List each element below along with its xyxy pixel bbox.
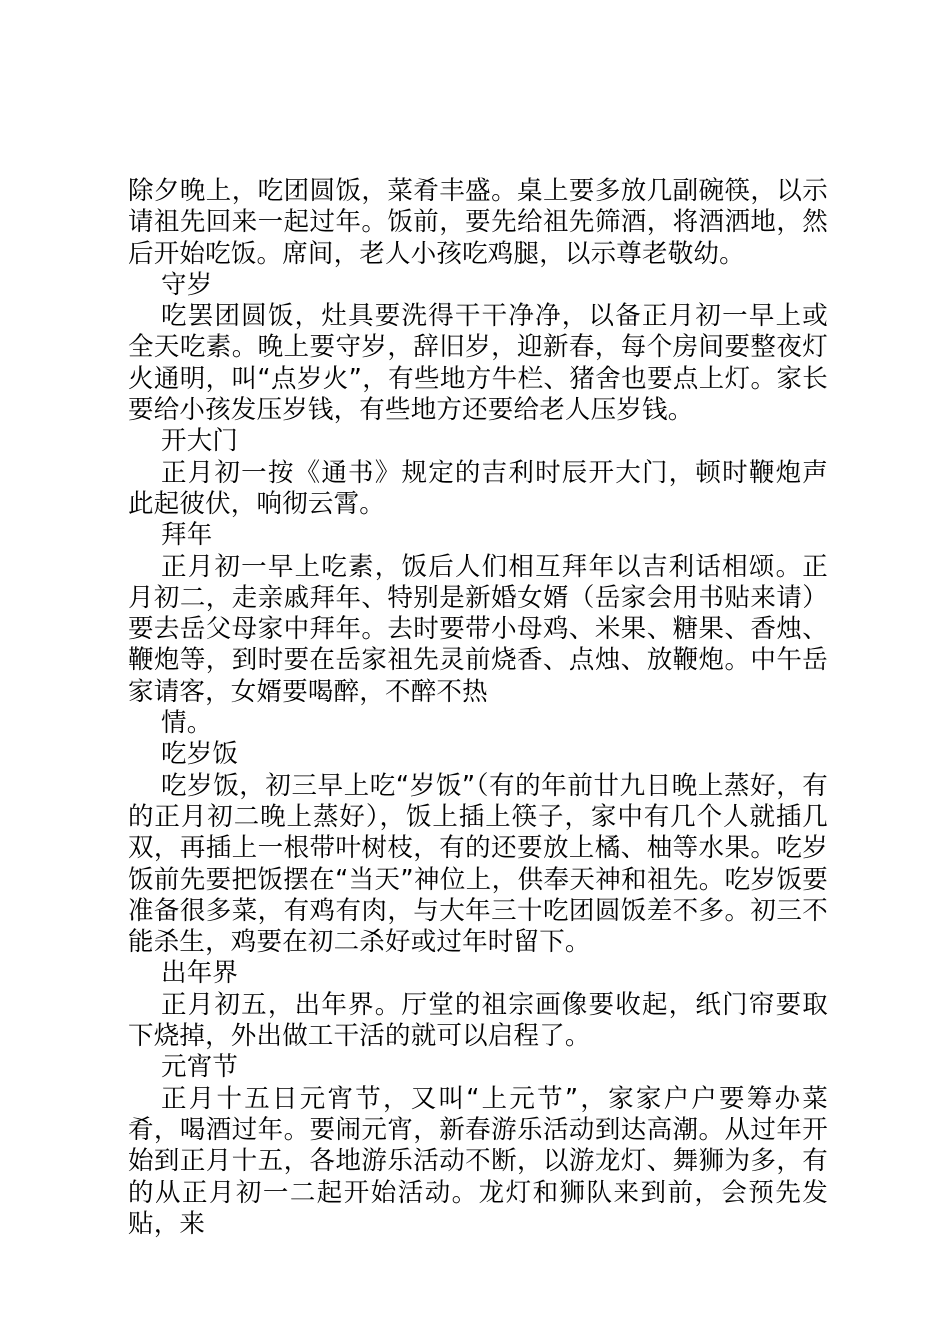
paragraph-nian-jie: 正月初五，出年界。厅堂的祖宗画像要收起，纸门帘要取下烧掉，外出做工干活的就可以启程了。 bbox=[128, 989, 828, 1052]
heading-sui-fan: 吃岁饭 bbox=[161, 739, 239, 770]
heading-lantern-festival: 元宵节 bbox=[161, 1052, 239, 1083]
paragraph-shou-sui: 吃罢团圆饭，灶具要洗得干干净净，以备正月初一早上或全天吃素。晚上要守岁，辞旧岁，迎新春，每个房间要整夜灯火通明，叫“点岁火”，有些地方牛栏、猪舍也要点上灯。家长要给小孩发压岁钱，有些地方还要给老人压岁钱。 bbox=[128, 301, 828, 426]
paragraph-bai-nian-tail: 情。 bbox=[161, 708, 213, 739]
paragraph-open-door: 正月初一按《通书》规定的吉利时辰开大门，顿时鞭炮声此起彼伏，响彻云霄。 bbox=[128, 457, 828, 519]
document-body bbox=[128, 176, 828, 1240]
paragraph-bai-nian: 正月初一早上吃素，饭后人们相互拜年以吉利话相颂。正月初二，走亲戚拜年、特别是新婚女婿（岳家会用书贴来请）要去岳父母家中拜年。去时要带小母鸡、米果、糖果、香烛、鞭炮等，到时要在岳家祖先灵前烧香、点烛、放鞭炮。中午岳家请客，女婿要喝醉，不醉不热 bbox=[128, 551, 828, 707]
heading-bai-nian: 拜年 bbox=[161, 520, 213, 551]
heading-nian-jie: 出年界 bbox=[161, 958, 239, 989]
heading-open-door: 开大门 bbox=[161, 426, 239, 457]
paragraph-new-year-eve-dinner: 除夕晚上，吃团圆饭，菜肴丰盛。桌上要多放几副碗筷，以示请祖先回来一起过年。饭前，要先给祖先筛酒，将酒洒地，然后开始吃饭。席间，老人小孩吃鸡腿，以示尊老敬幼。 bbox=[128, 176, 828, 269]
heading-shou-sui: 守岁 bbox=[161, 269, 213, 300]
paragraph-sui-fan: 吃岁饭，初三早上吃“岁饭”（有的年前廿九日晚上蒸好，有的正月初二晚上蒸好），饭上插上筷子，家中有几个人就插几双，再插上一根带叶树枝，有的还要放上橘、柚等水果。吃岁饭前先要把饭摆在“当天”神位上，供奉天神和祖先。吃岁饭要准备很多菜，有鸡有肉，与大年三十吃团圆饭差不多。初三不能杀生，鸡要在初二杀好或过年时留下。 bbox=[128, 770, 828, 958]
paragraph-lantern-festival: 正月十五日元宵节，又叫“上元节”，家家户户要筹办菜肴，喝酒过年。要闹元宵，新春游乐活动到达高潮。从过年开始到正月十五，各地游乐活动不断，以游龙灯、舞狮为多，有的从正月初一二起开始活动。龙灯和狮队来到前，会预先发贴，来 bbox=[128, 1083, 828, 1239]
